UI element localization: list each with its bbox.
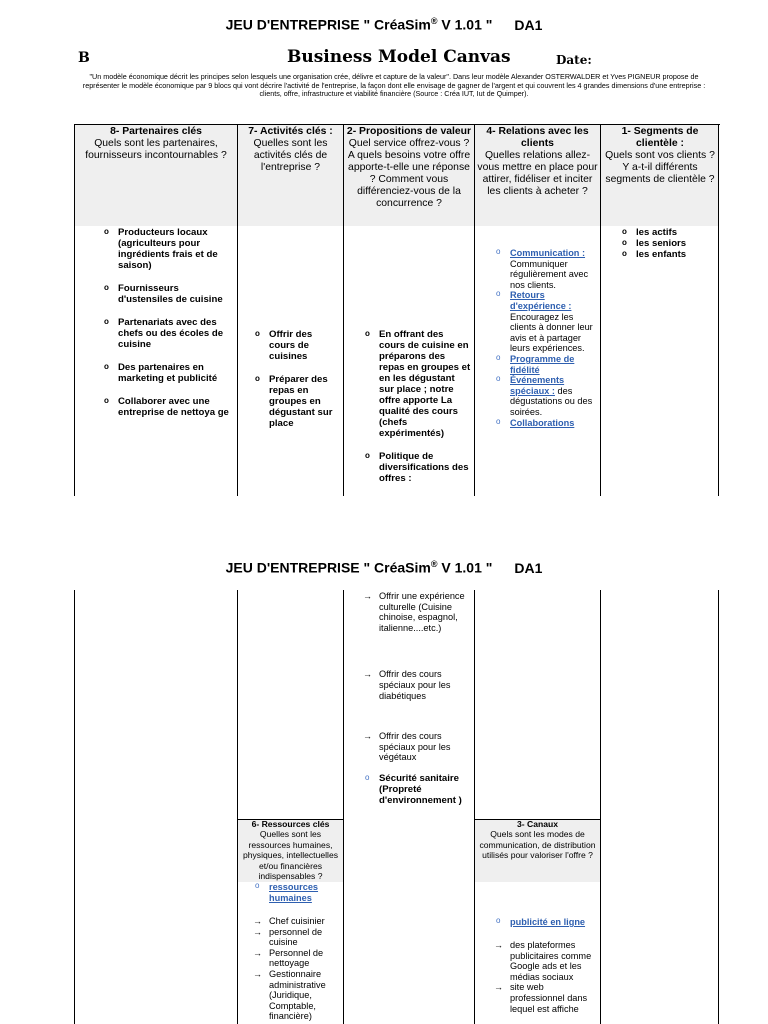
list-item: o les actifs [620, 227, 716, 238]
header-title: JEU D'ENTREPRISE " CréaSim [225, 16, 431, 33]
list-item: → personnel de cuisine [253, 927, 341, 948]
security-list [363, 773, 471, 806]
list-item: → Offrir des cours spéciaux pour les diabétiques [363, 669, 471, 701]
list-item: → Chef cuisinier [253, 916, 341, 927]
list-item [253, 882, 341, 903]
list-item: o Fournisseurs d'ustensiles de cuisine [102, 283, 234, 305]
header-title: JEU D'ENTREPRISE " CréaSim [225, 559, 431, 576]
list-item: o Offrir des cours de cuisines [253, 329, 339, 362]
b-label: B [78, 50, 90, 66]
col-border-4 [474, 124, 475, 496]
relation-link-communication[interactable]: Communication : [510, 248, 586, 258]
list-item: → Offrir des cours spéciaux pour les végétaux [363, 731, 471, 763]
date-label: Date: [556, 53, 592, 67]
list-item: o Partenariats avec des chefs ou des écoles de cuisine [102, 317, 234, 350]
col-border-1-p2 [74, 590, 75, 1024]
col-header-activities: 7- Activités clés : Quelles sont les activités clés de l'entreprise ? [248, 126, 333, 173]
page-header [0, 16, 768, 33]
list-item: o Retours d'expérience : Encouragez les clients à donner leur avis et à partager leurs expériences. [494, 290, 598, 354]
channels-link-list [494, 917, 598, 928]
col-header-relations: 4- Relations avec les clients Quelles relations allez-vous mettre en place pour attirer, fidéliser et inciter les clients à acheter ? [477, 126, 598, 197]
col-border-6-p2 [718, 590, 719, 1024]
list-item: → Personnel de nettoyage [253, 948, 341, 969]
canvas-title: Business Model Canvas [287, 47, 511, 67]
value-cont-list [363, 591, 471, 763]
registered-mark: ® [430, 16, 438, 26]
col-border-5 [600, 124, 601, 496]
list-item: o Producteurs locaux (agriculteurs pour ingrédients frais et de saison) [102, 227, 234, 271]
activities-list [253, 329, 339, 429]
list-item: o Politique de diversifications des offres : [363, 451, 471, 484]
list-item: o Collaborer avec une entreprise de nettoya ge [102, 396, 234, 418]
list-item: → Gestionnaire administrative (Juridique, Comptable, financière) [253, 969, 341, 1022]
header-code: DA1 [514, 559, 543, 576]
list-item: → des plateformes publicitaires comme Google ads et les médias sociaux [494, 940, 598, 982]
list-item: o les enfants [620, 249, 716, 260]
list-item: o Des partenaires en marketing et publicité [102, 362, 234, 384]
header-code: DA1 [514, 16, 543, 33]
partners-list [102, 227, 234, 418]
col-border-3 [343, 124, 344, 496]
list-item [494, 354, 598, 375]
list-item: → site web professionnel dans lequel est affiche [494, 982, 598, 1014]
list-item: o Préparer des repas en groupes en dégustant sur place [253, 374, 339, 429]
intro-quote: "Un modèle économique décrit les principes selon lesquels une organisation crée, délivre et capture de la valeur". Dans leur modèle Alexander OSTERWALDER et Yves PIGNEUR propose de représenter le modèle économique par 9 blocs qui vont décrire l'activité de l'entreprise, la façon dont elle envisage de gagner de l'argent et qui couvrent les 4 grandes dimensions d'une entreprise : clients, offre, infrastructure et viabilité financière (Source : Créa IUT, Iut de Quimper). [82, 72, 706, 99]
list-item: o les seniors [620, 238, 716, 249]
segments-list [620, 227, 716, 260]
col-header-segments: 1- Segments de clientèle : Quels sont vos clients ? Y a-t-il différents segments de clientèle ? [605, 126, 715, 185]
resources-link[interactable]: ressources humaines [269, 882, 319, 903]
resources-link-list [253, 882, 341, 903]
col-border-6 [718, 124, 719, 496]
list-item: → Offrir une expérience culturelle (Cuisine chinoise, espagnol, italienne....etc.) [363, 591, 471, 633]
value-list [363, 329, 471, 484]
list-item: o En offrant des cours de cuisine en préparons des repas en groupes et en les dégustant sur place ; notre offre apporte La qualité des cours (chefs expérimentés) [363, 329, 471, 439]
channels-header: 3- Canaux Quels sont les modes de communication, de distribution utilisés pour valoriser l'offre ? [479, 819, 596, 861]
col-border-3-p2 [343, 590, 344, 1024]
relations-list [494, 248, 598, 428]
table-top-border [74, 124, 720, 125]
col-border-1 [74, 124, 75, 496]
channels-list [494, 940, 598, 1014]
channels-link[interactable]: publicité en ligne [510, 917, 586, 927]
col-border-5-p2 [600, 590, 601, 1024]
header-version: V 1.01 " [437, 16, 493, 33]
resources-list [253, 916, 341, 1022]
col-border-4-p2 [474, 590, 475, 1024]
list-item [494, 418, 598, 429]
list-item: o Sécurité sanitaire (Propreté d'environnement ) [363, 773, 471, 806]
list-item: o Communication : Communiquer régulièrement avec nos clients. [494, 248, 598, 290]
relation-link-evenements[interactable]: Événements spéciaux : [510, 375, 565, 396]
relation-link-collaborations[interactable]: Collaborations [510, 417, 575, 428]
col-border-2-p2 [237, 590, 238, 1024]
col-header-partners: 8- Partenaires clés Quels sont les partenaires, fournisseurs incontournables ? [85, 126, 227, 161]
col-border-2 [237, 124, 238, 496]
list-item [494, 917, 598, 928]
registered-mark: ® [430, 559, 438, 569]
relation-link-fidelite[interactable]: Programme de fidélité [510, 353, 575, 375]
page-header-2 [0, 559, 768, 576]
list-item: o Événements spéciaux : des dégustations ou des soirées. [494, 375, 598, 417]
resources-header: 6- Ressources clés Quelles sont les ressources humaines, physiques, intellectuelles et/ou financières indispensables ? [242, 819, 339, 882]
header-version: V 1.01 " [437, 559, 493, 576]
col-header-value: 2- Propositions de valeur Quel service offrez-vous ? A quels besoins votre offre apporte-t-elle une réponse ? Comment vous différenciez-vous de la concurrence ? [346, 126, 472, 209]
relation-link-retours[interactable]: Retours d'expérience : [510, 290, 572, 311]
